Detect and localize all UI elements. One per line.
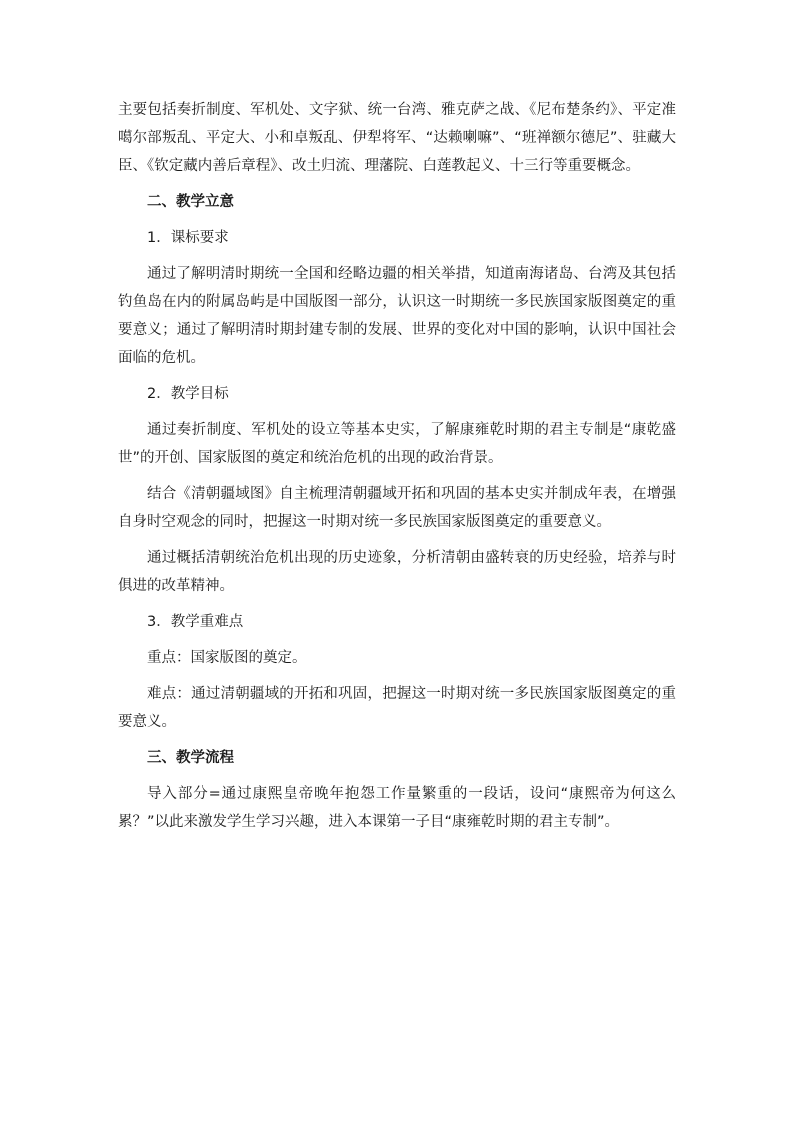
section-heading-teaching-process: 三、教学流程 [147,750,234,766]
subheading-curriculum-requirements: 1．课标要求 [147,230,229,246]
subheading-key-difficult-points: 3．教学重难点 [147,614,244,630]
curriculum-requirements-paragraph: 通过了解明清时期统一全国和经略边疆的相关举措，知道南海诸岛、台湾及其包括钓鱼岛在内的附属岛屿是中国版图一部分，认识这一时期统一多民族国家版图奠定的重要意义；通过了解明清时期封建专制的发展、世界的变化对中国的影响，认识中国社会面临的危机。 [118,266,676,366]
teaching-process-paragraph: 导入部分=通过康熙皇帝晚年抱怨工作量繁重的一段话，设问“康熙帝为何这么累？”以此来激发学生学习兴趣，进入本课第一子目“康雍乾时期的君主专制”。 [118,786,676,830]
objective-paragraph-1: 通过奏折制度、军机处的设立等基本史实，了解康雍乾时期的君主专制是“康乾盛世”的开创、国家版图的奠定和统治危机的出现的政治背景。 [118,422,676,466]
objective-paragraph-2: 结合《清朝疆域图》自主梳理清朝疆域开拓和巩固的基本史实并制成年表，在增强自身时空观念的同时，把握这一时期对统一多民族国家版图奠定的重要意义。 [118,486,676,530]
section-heading-teaching-intent: 二、教学立意 [147,194,234,210]
intro-paragraph: 主要包括奏折制度、军机处、文字狱、统一台湾、雅克萨之战、《尼布楚条约》、平定准噶尔部叛乱、平定大、小和卓叛乱、伊犁将军、“达赖喇嘛”、“班禅额尔德尼”、驻藏大臣、《钦定藏内善后章程》、改土归流、理藩院、白莲教起义、十三行等重要概念。 [118,102,676,174]
difficult-point-paragraph: 难点：通过清朝疆域的开拓和巩固，把握这一时期对统一多民族国家版图奠定的重要意义。 [118,686,676,730]
subheading-teaching-objectives: 2．教学目标 [147,386,229,402]
document-page [118,96,676,844]
key-point-paragraph: 重点：国家版图的奠定。 [147,650,307,666]
objective-paragraph-3: 通过概括清朝统治危机出现的历史迹象，分析清朝由盛转衰的历史经验，培养与时俱进的改革精神。 [118,550,676,594]
